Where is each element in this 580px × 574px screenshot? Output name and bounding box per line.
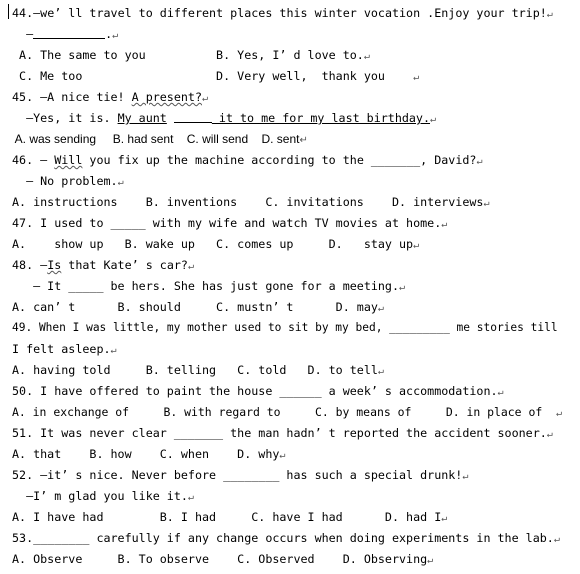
q48-options: A. can’ t B. should C. mustn’ t D. may↵ bbox=[12, 300, 384, 314]
q46-options: A. instructions B. inventions C. invitations D. interviews↵ bbox=[12, 195, 490, 209]
q44-response: — .↵ bbox=[12, 27, 119, 41]
q48-response: — It _____ be hers. She has just gone for a meeting.↵ bbox=[12, 279, 406, 293]
q49-stem-cont: I felt asleep.↵ bbox=[12, 342, 117, 356]
answer-blank bbox=[33, 26, 105, 39]
answer-blank bbox=[174, 110, 212, 123]
q45-options: A. was sending B. had sent C. will send D. sent↵ bbox=[12, 132, 308, 146]
q52-stem: 52. —it’ s nice. Never before ________ has such a special drunk!↵ bbox=[12, 468, 469, 482]
q50-options: A. in exchange of B. with regard to C. by means of D. in place of ↵ bbox=[12, 405, 563, 419]
q49-options: A. having told B. telling C. told D. to tell↵ bbox=[12, 363, 384, 377]
q46-response: — No problem.↵ bbox=[12, 174, 124, 188]
q53-options: A. Observe B. To observe C. Observed D. Observing↵ bbox=[12, 552, 434, 566]
q47-options: A. show up B. wake up C. comes up D. stay up↵ bbox=[12, 237, 420, 251]
q51-stem: 51. It was never clear _______ the man hadn’ t reported the accident sooner.↵ bbox=[12, 426, 553, 440]
q48-stem: 48. —Is that Kate’ s car?↵ bbox=[12, 258, 194, 272]
q44-options-cd: C. Me too D. Very well, thank you ↵ bbox=[12, 69, 420, 83]
q52-options: A. I have had B. I had C. have I had D. had I↵ bbox=[12, 510, 448, 524]
q53-stem: 53.________ carefully if any change occurs when doing experiments in the lab.↵ bbox=[12, 531, 560, 545]
q51-options: A. that B. how C. when D. why↵ bbox=[12, 447, 286, 461]
text-cursor bbox=[8, 4, 9, 19]
q44-options-ab: A. The same to you B. Yes, I’ d love to.↵ bbox=[12, 48, 370, 62]
q45-response: —Yes, it is. My aunt it to me for my last birthday.↵ bbox=[12, 111, 437, 125]
q49-stem: 49. When I was little, my mother used to sit by my bed, _________ me stories till bbox=[12, 321, 558, 334]
q44-stem: 44.—we’ ll travel to different places this winter vocation .Enjoy your trip!↵ bbox=[12, 6, 553, 20]
q46-stem: 46. — Will you fix up the machine according to the _______, David?↵ bbox=[12, 153, 483, 167]
q50-stem: 50. I have offered to paint the house ______ a week’ s accommodation.↵ bbox=[12, 384, 504, 398]
q52-response: —I’ m glad you like it.↵ bbox=[12, 489, 194, 503]
q45-stem: 45. —A nice tie! A present?↵ bbox=[12, 90, 209, 104]
q47-stem: 47. I used to _____ with my wife and watch TV movies at home.↵ bbox=[12, 216, 448, 230]
